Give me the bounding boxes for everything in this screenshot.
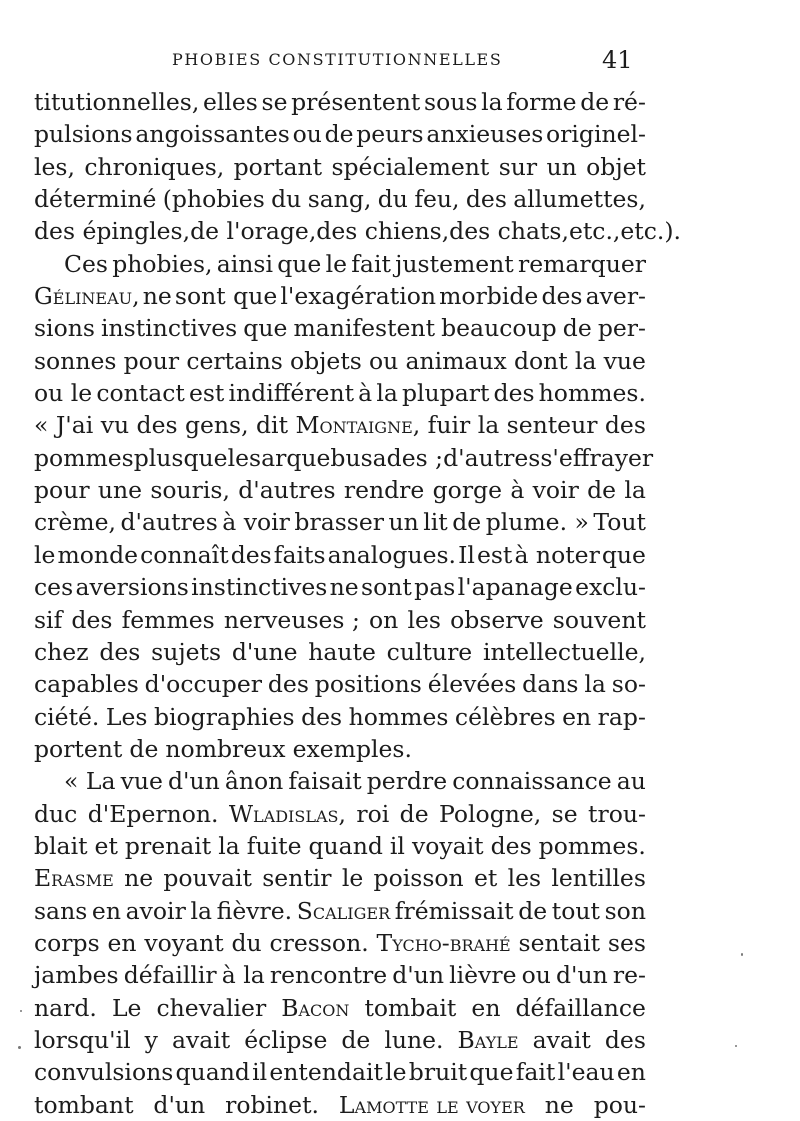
word: dans: [522, 670, 579, 699]
word: des: [541, 282, 583, 311]
word: des: [99, 637, 141, 666]
word: chevalier: [156, 993, 267, 1022]
author-name: Bacon: [281, 993, 350, 1022]
word: ne: [124, 864, 154, 893]
word: d'un: [167, 767, 220, 796]
word: forme: [506, 88, 577, 116]
word: ne: [329, 573, 359, 602]
word: des: [604, 411, 646, 440]
word: et: [473, 864, 498, 893]
word: célèbres: [454, 702, 556, 731]
text-line: [34, 798, 646, 830]
word: femmes: [121, 605, 215, 634]
word: Il: [458, 540, 475, 569]
word: perdre: [366, 767, 448, 796]
word: de: [587, 476, 617, 505]
author-name: Wladislas,: [228, 799, 346, 828]
word: nerveuses ;: [223, 605, 360, 634]
author-name: Tycho-brahé: [376, 928, 511, 957]
word: un: [388, 508, 419, 537]
word: tombait: [364, 993, 457, 1022]
word: Tout: [593, 508, 646, 537]
word: des: [136, 411, 178, 440]
word: à: [510, 476, 525, 505]
word: il: [252, 1058, 268, 1087]
word: crème,: [34, 508, 116, 537]
word: ré-: [612, 88, 646, 116]
word: on: [369, 605, 399, 634]
word: en: [471, 993, 501, 1022]
word: lentilles: [551, 864, 646, 893]
author-name: Montaigne,: [295, 411, 421, 440]
word: des: [490, 831, 532, 860]
word: re-: [612, 961, 646, 990]
word: vue: [603, 346, 646, 375]
word: des épingles,: [34, 217, 191, 246]
word: blait: [34, 831, 88, 860]
word: du: [271, 185, 302, 214]
word: prenait: [124, 831, 212, 860]
word: d'un: [392, 961, 445, 990]
word: cresson.: [269, 928, 369, 957]
word: ou: [369, 346, 399, 375]
text-line: [34, 442, 654, 474]
word: per-: [597, 314, 646, 343]
word: se: [261, 88, 288, 116]
page-header: [0, 46, 800, 76]
word: hommes.: [538, 379, 646, 408]
body-text: [34, 86, 682, 1121]
word: indifférent: [228, 379, 355, 408]
word: Les: [105, 702, 148, 731]
word: exemples.: [292, 734, 412, 763]
text-line: [34, 862, 646, 894]
text-line: [34, 604, 646, 636]
word: connaissance: [452, 767, 612, 796]
word: d'une: [231, 637, 298, 666]
word: des: [604, 1025, 646, 1054]
word: les: [227, 443, 262, 472]
word: observe: [450, 605, 544, 634]
word: défaillance: [515, 993, 646, 1022]
word: ses: [607, 928, 646, 957]
text-line: [34, 636, 646, 668]
word: que: [243, 314, 288, 343]
word: au: [616, 767, 646, 796]
text-line: [34, 151, 646, 183]
word: sous: [424, 88, 478, 116]
word: nombreux: [165, 734, 286, 763]
word: d'Epernon.: [87, 799, 219, 828]
text-line: [34, 280, 646, 312]
text-line: [34, 1024, 646, 1056]
word: entendait: [269, 1058, 383, 1087]
word: fuite: [246, 831, 302, 860]
word: pour: [123, 346, 180, 375]
author-name: Erasme: [34, 864, 114, 893]
word: titutionnelles,: [34, 88, 200, 116]
word: hommes: [348, 702, 449, 731]
text-line: [34, 248, 646, 280]
word: d'un: [153, 1090, 206, 1119]
word: objets: [289, 346, 362, 375]
word: plus: [133, 443, 184, 472]
word: des: [71, 605, 113, 634]
word: des chiens,: [316, 217, 450, 246]
word: biographies: [153, 702, 295, 731]
word: la: [574, 346, 597, 375]
word: contact: [96, 379, 185, 408]
word: se: [551, 799, 578, 828]
text-line: [34, 377, 646, 409]
word: présentent: [291, 88, 421, 116]
word: allumettes,: [513, 185, 646, 214]
word: fait: [351, 249, 391, 278]
word: il: [389, 831, 405, 860]
author-name: Gélineau,: [34, 282, 140, 311]
word: quand: [175, 1058, 250, 1087]
word: des: [301, 702, 343, 731]
word: sif: [34, 605, 63, 634]
word: la: [477, 411, 500, 440]
word: des: [465, 185, 507, 214]
word: tout: [551, 896, 600, 925]
word: sions: [34, 314, 95, 343]
word: so-: [611, 670, 646, 699]
word: des: [267, 670, 309, 699]
word: la: [624, 476, 646, 505]
text-line: [34, 895, 646, 927]
text-line: [34, 959, 646, 991]
word: animaux: [405, 346, 507, 375]
word: élevées: [427, 670, 517, 699]
word: lorsqu'il: [34, 1025, 131, 1054]
word: lièvre: [449, 961, 517, 990]
word: d'un: [555, 961, 608, 990]
word: morbide: [439, 282, 539, 311]
word: aver-: [585, 282, 646, 311]
word: s'effrayer: [540, 443, 654, 472]
word: l'apanage: [457, 573, 573, 602]
word: y: [144, 1025, 158, 1054]
word: déterminé: [34, 185, 157, 214]
word: dont: [513, 346, 568, 375]
word: l'exagération: [280, 282, 436, 311]
word: fièvre.: [216, 896, 293, 925]
word: connaît: [140, 540, 229, 569]
word: dit: [256, 411, 289, 440]
word: de: [562, 314, 592, 343]
word: que: [469, 1058, 514, 1087]
word: sonnes: [34, 346, 117, 375]
word: pouvait: [163, 864, 252, 893]
word: elles: [202, 88, 258, 116]
word: de: [324, 120, 354, 149]
word: sujets: [151, 637, 222, 666]
word: lune.: [384, 1025, 444, 1054]
word: d'occuper: [144, 670, 262, 699]
word: poisson: [373, 864, 464, 893]
word: spécialement: [331, 152, 490, 181]
word: Pologne,: [439, 799, 542, 828]
word: les,: [34, 152, 75, 181]
word: avait: [171, 1025, 231, 1054]
word: justement: [395, 249, 514, 278]
word: (phobies: [162, 185, 265, 214]
word: brasser: [294, 508, 384, 537]
word: instinctives: [101, 314, 238, 343]
word: des: [230, 540, 272, 569]
word: en: [562, 702, 592, 731]
word: corps: [34, 928, 100, 957]
word: sont que: [174, 282, 278, 311]
word: sentait: [518, 928, 601, 957]
text-line: [34, 927, 646, 959]
text-line: [34, 701, 646, 733]
word: de: [341, 1025, 371, 1054]
word: que: [277, 249, 322, 278]
word: originel-: [546, 120, 646, 149]
word: les: [407, 605, 441, 634]
word: quand: [308, 831, 383, 860]
word: ne: [142, 282, 172, 311]
word: en: [107, 928, 137, 957]
word: le: [385, 1058, 407, 1087]
word: objet: [586, 152, 646, 181]
word: chroniques,: [84, 152, 225, 181]
word: culture: [386, 637, 473, 666]
word: ou le: [34, 379, 93, 408]
word: robinet.: [225, 1090, 320, 1119]
word: avait: [532, 1025, 591, 1054]
word: monde: [57, 540, 139, 569]
word: frémissait: [394, 896, 514, 925]
text-line: [34, 830, 646, 862]
word: d'autres: [238, 476, 336, 505]
word: d'autres: [120, 508, 218, 537]
word: du: [231, 928, 262, 957]
text-line: [34, 183, 646, 215]
word: fuir: [427, 411, 471, 440]
word: pour: [34, 476, 90, 505]
word: à: [358, 379, 373, 408]
word: pou-: [593, 1090, 646, 1119]
word: rap-: [597, 702, 646, 731]
word: rendre: [343, 476, 425, 505]
running-title: PHOBIES CONSTITUTIONNELLES: [172, 50, 503, 69]
word: ces: [34, 573, 74, 602]
word: analogues.: [327, 540, 457, 569]
word: angoissantes: [135, 120, 290, 149]
word: son: [604, 896, 646, 925]
word: gorge: [432, 476, 503, 505]
word: de: [129, 734, 159, 763]
word: portent: [34, 734, 123, 763]
word: phobies,: [112, 249, 213, 278]
word: en: [91, 896, 121, 925]
word: voir: [532, 476, 579, 505]
word: la: [376, 379, 398, 408]
word: avoir: [125, 896, 186, 925]
word: pommes: [34, 443, 134, 472]
word: tombant: [34, 1090, 134, 1119]
word: un: [546, 152, 577, 181]
text-line: [34, 733, 646, 765]
word: intellectuelle,: [482, 637, 646, 666]
word: du: [377, 185, 408, 214]
word: lit: [423, 508, 448, 537]
word: vu: [100, 411, 130, 440]
word: voyant: [144, 928, 224, 957]
word: éclipse: [244, 1025, 328, 1054]
word: etc.,: [568, 217, 621, 246]
word: aversions: [75, 573, 189, 602]
word: nard.: [34, 993, 97, 1022]
word: ciété.: [34, 702, 100, 731]
text-line: [34, 345, 646, 377]
text-line: [34, 474, 646, 506]
word: remarquer: [517, 249, 646, 278]
word: à la: [221, 961, 265, 990]
page-number: 41: [602, 46, 633, 74]
word: feu,: [414, 185, 460, 214]
text-line: [34, 539, 646, 571]
word: bruit: [408, 1058, 468, 1087]
text-line: [34, 506, 646, 538]
word: la: [190, 896, 212, 925]
word: « J'ai: [34, 411, 94, 440]
word: pommes.: [538, 831, 646, 860]
word: ne: [544, 1090, 574, 1119]
word: gens,: [184, 411, 249, 440]
word: exclu-: [575, 573, 646, 602]
word: arquebusades ;: [261, 443, 444, 472]
word: ainsi: [216, 249, 273, 278]
word: faisait: [288, 767, 362, 796]
word: souris,: [150, 476, 230, 505]
word: est: [188, 379, 225, 408]
word: anxieuses: [426, 120, 544, 149]
word: le: [325, 249, 347, 278]
word: beaucoup: [441, 314, 557, 343]
word: la: [481, 88, 503, 116]
word: certains: [186, 346, 283, 375]
word: chez: [34, 637, 89, 666]
word: le: [341, 864, 364, 893]
word: senteur: [506, 411, 598, 440]
word: convulsions: [34, 1058, 174, 1087]
word: rencontre: [269, 961, 388, 990]
word: Ces: [64, 249, 108, 278]
word: est: [476, 540, 513, 569]
word: défaillir: [123, 961, 217, 990]
word: sentir: [262, 864, 332, 893]
word: la: [218, 831, 240, 860]
word: ânon: [224, 767, 284, 796]
word: de l'orage,: [190, 217, 317, 246]
word: les: [507, 864, 542, 893]
word: manifestent: [293, 314, 436, 343]
word: en: [616, 1058, 646, 1087]
word: que: [183, 443, 228, 472]
word: trou-: [588, 799, 646, 828]
text-line: [34, 312, 646, 344]
word: de: [452, 508, 482, 537]
text-line: [34, 765, 646, 797]
word: sont: [361, 573, 412, 602]
word: fait: [515, 1058, 556, 1087]
word: capables: [34, 670, 139, 699]
text-line: [34, 668, 646, 700]
word: des chats,: [449, 217, 569, 246]
author-name: Lamotte le voyer: [338, 1090, 525, 1119]
author-name: Scaliger: [296, 896, 391, 925]
word: que: [601, 540, 646, 569]
word: haute: [308, 637, 376, 666]
word: pas: [414, 573, 456, 602]
word: faits: [273, 540, 326, 569]
word: etc.).: [620, 217, 682, 246]
word: duc: [34, 799, 78, 828]
text-line: [34, 118, 646, 150]
word: le: [34, 540, 56, 569]
text-line: [34, 1056, 646, 1088]
word: sans: [34, 896, 88, 925]
word: « La: [64, 767, 116, 796]
word: jambes: [34, 961, 119, 990]
word: l'eau: [557, 1058, 615, 1087]
word: des: [493, 379, 535, 408]
author-name: Bayle: [457, 1025, 519, 1054]
word: la: [584, 670, 606, 699]
text-line: [34, 1089, 646, 1121]
text-line: [34, 992, 646, 1024]
text-line: [34, 86, 646, 118]
word: plupart: [401, 379, 490, 408]
word: plume. »: [485, 508, 589, 537]
word: de: [580, 88, 610, 116]
word: d'autres: [443, 443, 541, 472]
text-line: [34, 409, 646, 441]
word: une: [97, 476, 143, 505]
word: de: [518, 896, 548, 925]
text-line: [34, 571, 646, 603]
word: pulsions: [34, 120, 133, 149]
word: souvent: [552, 605, 646, 634]
word: à noter: [514, 540, 600, 569]
word: et: [94, 831, 118, 860]
word: peurs: [356, 120, 424, 149]
word: voyait: [411, 831, 484, 860]
word: portant: [233, 152, 323, 181]
word: roi: [356, 799, 390, 828]
word: à voir: [222, 508, 290, 537]
word: positions: [314, 670, 422, 699]
word: vue: [120, 767, 163, 796]
word: de: [399, 799, 429, 828]
word: ou: [292, 120, 322, 149]
text-line: [34, 215, 682, 247]
word: sur: [498, 152, 538, 181]
word: Le: [111, 993, 142, 1022]
word: ou: [521, 961, 551, 990]
word: instinctives: [191, 573, 328, 602]
word: sang,: [307, 185, 372, 214]
